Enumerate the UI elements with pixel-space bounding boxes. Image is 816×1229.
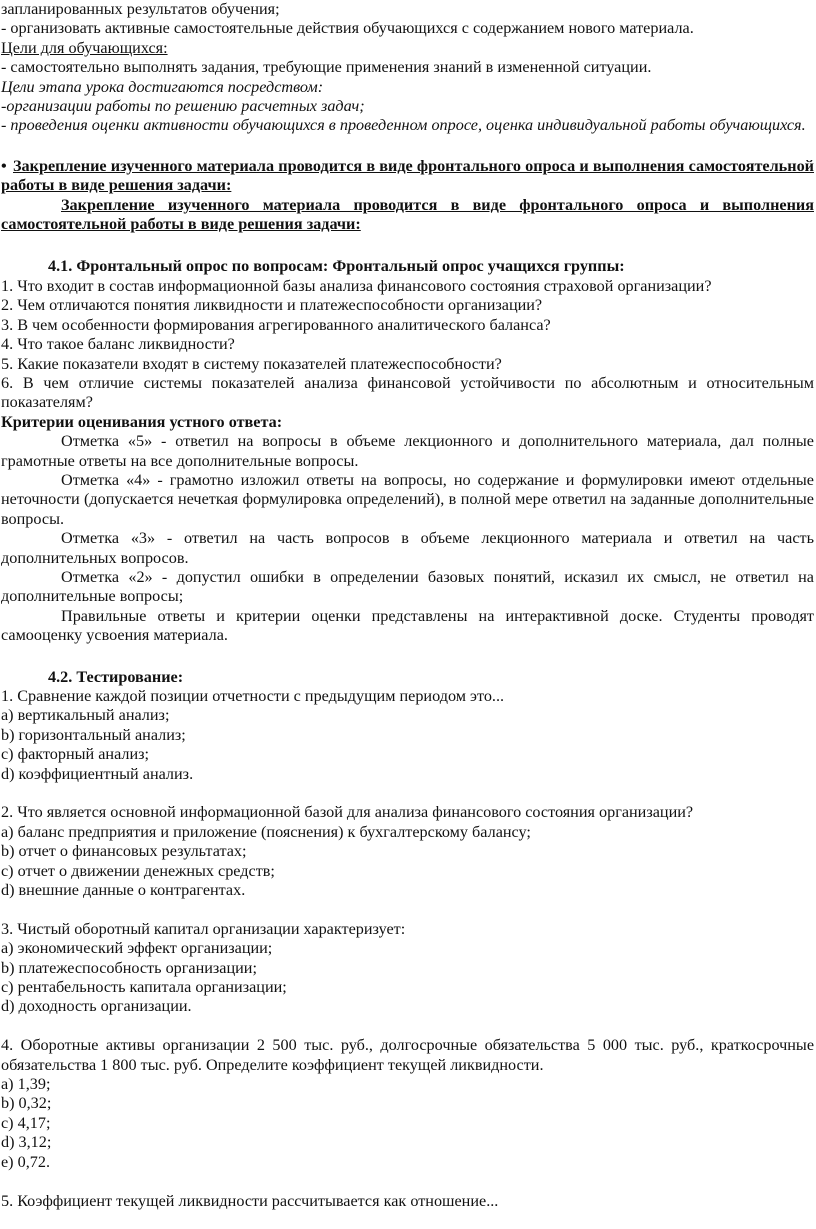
test-option: b) отчет о финансовых результатах; (1, 842, 247, 861)
test-option: a) вертикальный анализ; (1, 706, 170, 725)
question-item: 5. Какие показатели входят в систему показателей платежеспособности? (1, 354, 502, 373)
criteria-item: Отметка «3» - ответил на часть вопросов в объеме лекционного материала и ответил на часть дополнительных вопросов. (1, 529, 814, 567)
test-option: c) 4,17; (1, 1113, 51, 1132)
frontal-heading: 4.1. Фронтальный опрос по вопросам: Фронтальный опрос учащихся группы: (48, 257, 625, 276)
intro-line-2: - организовать активные самостоятельные действия обучающихся с содержанием нового материала. (1, 19, 694, 38)
stage-item-2: - проведения оценки активности обучающихся в проведенном опросе, оценка индивидуальной работы обучающихся. (1, 116, 806, 135)
goal-item: - самостоятельно выполнять задания, требующие применения знаний в измененной ситуации. (1, 58, 652, 77)
criteria-heading: Критерии оценивания устного ответа: (1, 412, 283, 431)
stage-item-1: -организации работы по решению расчетных задач; (1, 97, 365, 116)
test-option: a) 1,39; (1, 1075, 51, 1094)
test-option: d) коэффициентный анализ. (1, 764, 194, 783)
test-option: d) внешние данные о контрагентах. (1, 881, 246, 900)
test-question: 4. Оборотные активы организации 2 500 тыс. руб., долгосрочные обязательства 5 000 тыс. руб., краткосрочные обязательства 1 800 тыс. руб. Определите коэффициент текущей ликвидности. (1, 1036, 814, 1074)
test-option: c) рентабельность капитала организации; (1, 978, 287, 997)
goals-label: Цели для обучающихся: (1, 38, 168, 57)
test-option: a) баланс предприятия и приложение (пояснения) к бухгалтерскому балансу; (1, 822, 531, 841)
test-option: b) 0,32; (1, 1094, 52, 1113)
test-option: c) отчет о движении денежных средств; (1, 861, 275, 880)
test-question: 1. Сравнение каждой позиции отчетности с предыдущим периодом это... (1, 687, 505, 705)
bullet-icon: • (1, 156, 7, 175)
test-option: b) горизонтальный анализ; (1, 725, 186, 744)
question-item: 6. В чем отличие системы показателей анализа финансовой устойчивости по абсолютным и относительным показателям? (1, 373, 814, 412)
test-option: e) 0,72. (1, 1152, 50, 1171)
criteria-item: Отметка «4» - грамотно изложил ответы на вопросы, но содержание и формулировки имеют отдельные неточности (допускается нечеткая формулировка определений), в полной мере ответил на заданные дополнительные вопросы. (1, 470, 814, 528)
criteria-item: Отметка «2» - допустил ошибки в определении базовых понятий, исказил их смысл, не ответил на дополнительные вопросы; (1, 567, 814, 606)
consolidation-line-a (1, 157, 814, 196)
test-option: a) экономический эффект организации; (1, 939, 273, 958)
test-question: 3. Чистый оборотный капитал организации характеризует: (1, 919, 406, 938)
testing-heading: 4.2. Тестирование: (48, 667, 184, 686)
intro-line-1: запланированных результатов обучения; (1, 0, 280, 18)
question-item: 2. Чем отличаются понятия ликвидности и платежеспособности организации? (1, 296, 543, 315)
consolidation-text-a: Закрепление изученного материала проводится в виде фронтального опроса и выполнения самостоятельной работы в виде решения задачи: (1, 156, 814, 195)
test-question: 5. Коэффициент текущей ликвидности рассчитывается как отношение... (1, 1191, 499, 1210)
test-option: b) платежеспособность организации; (1, 958, 257, 977)
question-item: 3. В чем особенности формирования агрегированного аналитического баланса? (1, 315, 551, 334)
consolidation-line-b: Закрепление изученного материала проводится в виде фронтального опроса и выполнения самостоятельной работы в виде решения задачи: (1, 195, 814, 234)
question-item: 1. Что входит в состав информационной базы анализа финансового состояния страховой организации? (1, 276, 712, 295)
test-option: d) 3,12; (1, 1133, 52, 1152)
stage-label: Цели этапа урока достигаются посредством: (1, 77, 324, 96)
question-item: 4. Что такое баланс ликвидности? (1, 335, 235, 354)
criteria-item: Отметка «5» - ответил на вопросы в объеме лекционного и дополнительного материала, дал полные грамотные ответы на все дополнительные вопросы. (1, 432, 814, 470)
test-option: d) доходность организации. (1, 997, 192, 1016)
criteria-item: Правильные ответы и критерии оценки представлены на интерактивной доске. Студенты проводят самооценку усвоения материала. (1, 606, 814, 645)
test-question: 2. Что является основной информационной базой для анализа финансового состояния организации? (1, 803, 694, 822)
test-option: c) факторный анализ; (1, 745, 150, 764)
